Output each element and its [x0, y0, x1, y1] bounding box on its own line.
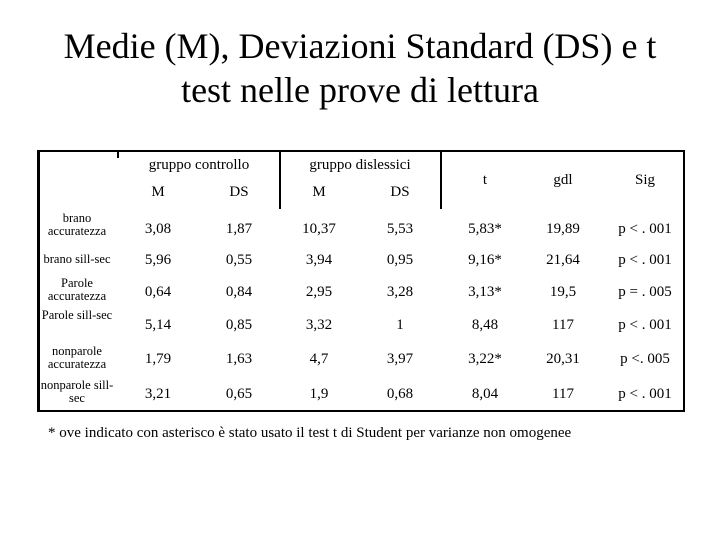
row2-m-control: 5,96 — [144, 252, 172, 268]
row6-t: 8,04 — [471, 386, 499, 402]
row-label-brano-accuratezza: brano accuratezza — [47, 211, 107, 238]
row1-t: 5,83* — [468, 221, 502, 237]
row-label-nonparole-accuratezza: nonparole accuratezza — [47, 344, 107, 371]
header-group-control: gruppo controllo — [148, 157, 250, 173]
row6-m-control: 3,21 — [144, 386, 172, 402]
row3-m-dyslexic: 2,95 — [305, 284, 333, 300]
row2-ds-control: 0,55 — [225, 252, 253, 268]
row5-m-dyslexic: 4,7 — [309, 351, 329, 367]
row4-sig: p < . 001 — [618, 317, 672, 333]
header-t: t — [482, 172, 488, 188]
row5-gdl: 20,31 — [546, 351, 580, 367]
divider-label-column — [117, 150, 119, 158]
row4-t: 8,48 — [471, 317, 499, 333]
row2-t: 9,16* — [468, 252, 502, 268]
row1-gdl: 19,89 — [546, 221, 580, 237]
row4-gdl: 117 — [552, 317, 574, 333]
row5-t: 3,22* — [468, 351, 502, 367]
header-group-dyslexic: gruppo dislessici — [309, 157, 411, 173]
row3-m-control: 0,64 — [144, 284, 172, 300]
row3-sig: p = . 005 — [618, 284, 672, 300]
row1-ds-control: 1,87 — [225, 221, 253, 237]
row5-sig: p <. 005 — [620, 351, 670, 367]
title-line-1: Medie (M), Deviazioni Standard (DS) e t — [63, 26, 657, 66]
row6-sig: p < . 001 — [618, 386, 672, 402]
row5-ds-control: 1,63 — [225, 351, 253, 367]
row5-m-control: 1,79 — [144, 351, 172, 367]
row1-ds-dyslexic: 5,53 — [386, 221, 414, 237]
header-m-dyslexic: M — [312, 184, 326, 200]
row1-m-dyslexic: 10,37 — [302, 221, 336, 237]
divider-dyslexic-t — [440, 150, 442, 209]
row1-sig: p < . 001 — [618, 221, 672, 237]
footnote: * ove indicato con asterisco è stato usato il test t di Student per varianze non omogenee — [48, 425, 572, 441]
row4-ds-control: 0,85 — [225, 317, 253, 333]
header-sig: Sig — [634, 172, 655, 188]
row-label-nonparole-sill-sec: nonparole sill-sec — [40, 378, 114, 405]
row3-gdl: 19,5 — [549, 284, 577, 300]
row3-ds-control: 0,84 — [225, 284, 253, 300]
header-m-control: M — [151, 184, 165, 200]
row2-ds-dyslexic: 0,95 — [386, 252, 414, 268]
row2-sig: p < . 001 — [618, 252, 672, 268]
row4-ds-dyslexic: 1 — [396, 317, 404, 333]
row5-ds-dyslexic: 3,97 — [386, 351, 414, 367]
row3-t: 3,13* — [468, 284, 502, 300]
row-label-brano-sill-sec: brano sill-sec — [43, 252, 111, 266]
row6-ds-control: 0,65 — [225, 386, 253, 402]
row4-m-dyslexic: 3,32 — [305, 317, 333, 333]
row6-gdl: 117 — [552, 386, 574, 402]
header-ds-dyslexic: DS — [390, 184, 410, 200]
row-label-parole-sill-sec: Parole sill-sec — [41, 308, 113, 322]
header-ds-control: DS — [229, 184, 249, 200]
header-gdl: gdl — [553, 172, 573, 188]
row3-ds-dyslexic: 3,28 — [386, 284, 414, 300]
row2-gdl: 21,64 — [546, 252, 580, 268]
row2-m-dyslexic: 3,94 — [305, 252, 333, 268]
row6-m-dyslexic: 1,9 — [309, 386, 329, 402]
row1-m-control: 3,08 — [144, 221, 172, 237]
title-line-2: test nelle prove di lettura — [181, 70, 539, 110]
row4-m-control: 5,14 — [144, 317, 172, 333]
row-label-parole-accuratezza: Parole accuratezza — [47, 276, 107, 303]
row6-ds-dyslexic: 0,68 — [386, 386, 414, 402]
